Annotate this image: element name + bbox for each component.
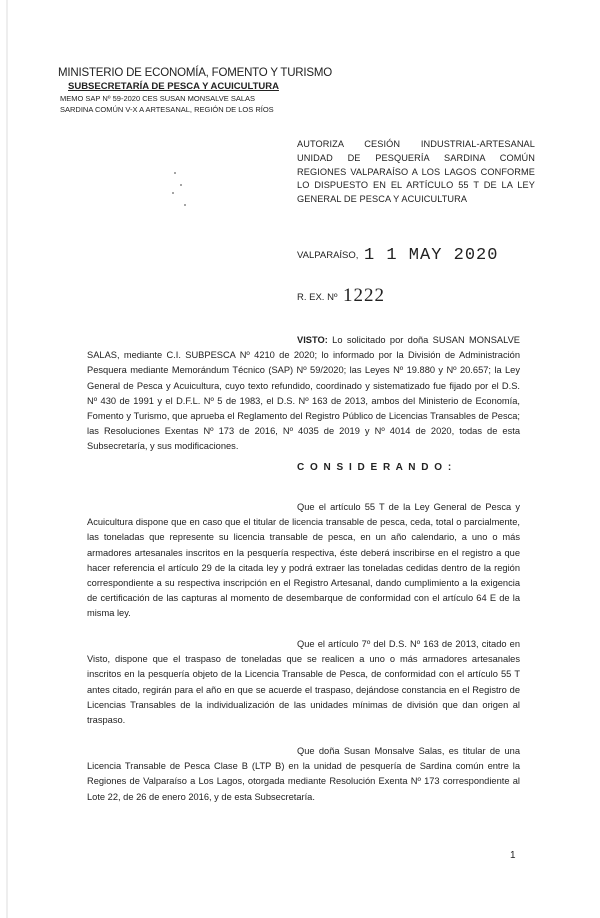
- considerando-1-text: Que el artículo 55 T de la Ley General de Pesca y Acuicultura dispone que en caso que el titular de licencia transable de pesca, ceda, total o parcialmente, las toneladas que represente su licencia transable de pesca, en un año calendario, a uno o más armadores artesanales inscritos en la pesquería respectiva, éste deberá inscribirse en el registro a que hacer referencia el artículo 29 de la citada ley y podrá extraer las toneladas cedidas dentro de la región correspondiente a su respectiva inscripción en el Registro Artesanal, dando cumplimiento a la exigencia de certificación de las capturas al momento de desembarque de conformidad con el artículo 64 E de la misma ley.: [87, 502, 520, 619]
- letterhead: [58, 66, 333, 115]
- subsecretaria-name: SUBSECRETARÍA DE PESCA Y ACUICULTURA: [68, 81, 279, 92]
- scan-specks: [170, 170, 190, 210]
- scan-edge: [6, 0, 8, 918]
- considerando-2: [87, 637, 520, 728]
- considerando-heading: C O N S I D E R A N D O :: [297, 462, 453, 473]
- resolution-label: R. EX. Nº: [297, 292, 338, 303]
- considerando-2-text: Que el artículo 7º del D.S. Nº 163 de 2013, citado en Visto, dispone que el traspaso de toneladas que se realicen a uno o más armadores artesanales inscritos en la pesquería objeto de la Licencia Transable de Pesca, de conformidad con el artículo 55 T antes citado, regirán para el año en que se acuerde el traspaso, dejándose constancia en el Registro de Licencias Transables de la individualización de las unidades mínimas de división que dan origen al traspaso.: [87, 639, 520, 726]
- page-number: 1: [510, 850, 516, 861]
- visto-text: Lo solicitado por doña SUSAN MONSALVE SALAS, mediante C.I. SUBPESCA Nº 4210 de 2020; lo informado por la División de Administración Pesquera mediante Memorándum Técnico (SAP) Nº 59/2020; las Leyes Nº 19.880 y Nº 20.657; la Ley General de Pesca y Acuicultura, cuyo texto refundido, coordinado y sistematizado fue fijado por el D.S. Nº 430 de 1991 y el D.F.L. Nº 5 de 1983, el D.S. Nº 163 de 2013, ambos del Ministerio de Economía, Fomento y Turismo, que aprueba el Reglamento del Registro Público de Licencias Transables de Pesca; las Resoluciones Exentas Nº 173 de 2016, Nº 4035 de 2019 y Nº 4014 de 2020, todas de esta Subsecretaría, y sus modificaciones.: [87, 335, 520, 452]
- resolution-number: 1222: [343, 285, 385, 306]
- resolution-subject: AUTORIZA CESIÓN INDUSTRIAL-ARTESANAL UNIDAD DE PESQUERÍA SARDINA COMÚN REGIONES VALPARAÍSO A LOS LAGOS CONFORME LO DISPUESTO EN EL ARTÍCULO 55 T DE LA LEY GENERAL DE PESCA Y ACUICULTURA: [297, 139, 535, 205]
- memo-reference: MEMO SAP Nº 59-2020 CES SUSAN MONSALVE SALAS: [60, 94, 256, 103]
- visto-label: VISTO:: [297, 335, 328, 345]
- issue-date-stamp: 1 1 MAY 2020: [364, 246, 499, 265]
- issue-place: VALPARAÍSO,: [297, 250, 359, 261]
- considerando-1: [87, 500, 520, 622]
- considerando-3: [87, 744, 520, 805]
- considerando-3-text: Que doña Susan Monsalve Salas, es titular de una Licencia Transable de Pesca Clase B (LTP B) en la unidad de pesquería de Sardina común entre la Regiones de Valparaíso a Los Lagos, otorgada mediante Resolución Exenta Nº 173 correspondiente al Lote 22, de 26 de enero 2016, y de esta Subsecretaría.: [87, 746, 520, 802]
- memo-detail: SARDINA COMÚN V-X A ARTESANAL, REGIÓN DE LOS RÍOS: [60, 105, 274, 114]
- visto-paragraph: [87, 333, 520, 455]
- ministry-name: MINISTERIO DE ECONOMÍA, FOMENTO Y TURISMO: [58, 67, 333, 79]
